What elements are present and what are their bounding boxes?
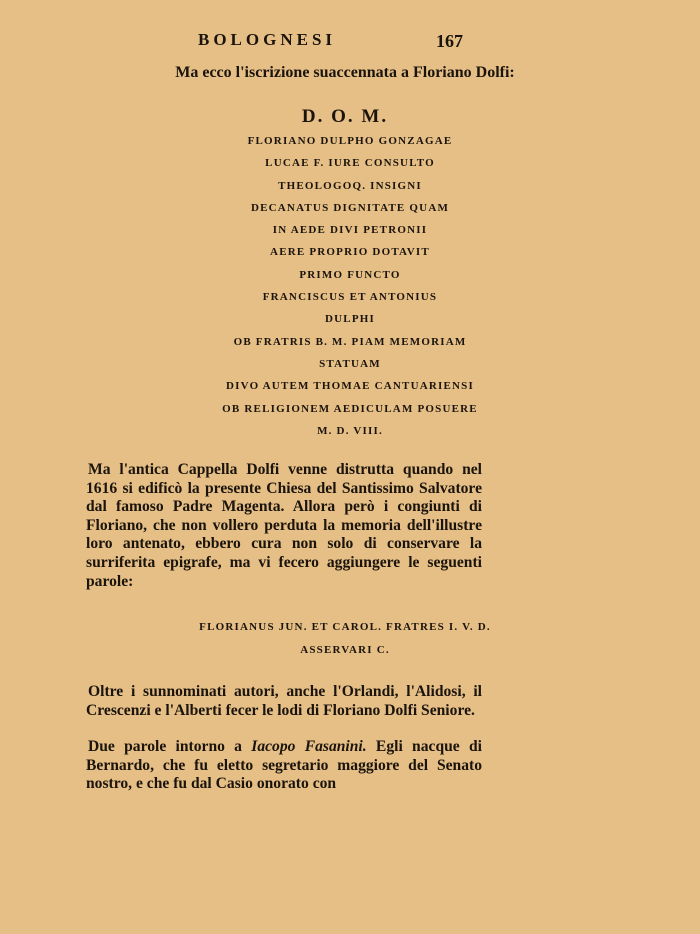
paragraph-fasanini-start: Due parole intorno a	[88, 738, 252, 755]
inscription-heading: D. O. M.	[301, 106, 389, 127]
inscription-line: DECANATUS DIGNITATE QUAM	[250, 201, 450, 214]
running-title: BOLOGNESI	[198, 30, 337, 49]
running-head	[0, 30, 700, 54]
inscription-addendum-line: FLORIANUS JUN. ET CAROL. FRATRES I. V. D.	[199, 621, 491, 633]
person-name-fasanini: Iacopo Fasanini.	[251, 738, 367, 755]
inscription-line: FLORIANO DULPHO GONZAGAE	[247, 135, 453, 147]
inscription-line: FRANCISCUS ET ANTONIUS	[262, 291, 438, 304]
inscription-line: LUCAE F. IURE CONSULTO	[265, 157, 435, 170]
inscription-line: AERE PROPRIO DOTAVIT	[270, 246, 430, 259]
inscription-line: STATUAM	[319, 357, 381, 370]
inscription-block	[0, 104, 700, 442]
inscription-line: IN AEDE DIVI PETRONII	[272, 224, 428, 237]
paragraph-cappella: Ma l'antica Cappella Dolfi venne distrutta quando nel 1616 si edificò la presente Chiesa del Santissimo Salvatore dal famoso Padre Magenta. Allora però i congiunti di Floriano, che non vollero perduta la memoria dell'illustre loro antenato, ebbero cura non solo di conservare la surriferita epigrafe, ma vi fecero aggiungere le seguenti parole:	[86, 461, 482, 590]
inscription-line: THEOLOGOQ. INSIGNI	[278, 179, 422, 192]
paragraph-fasanini	[86, 738, 482, 794]
paragraph-autori: Oltre i sunnominati autori, anche l'Orlandi, l'Alidosi, il Crescenzi e l'Alberti fecer le lodi di Floriano Dolfi Seniore.	[86, 683, 482, 719]
paragraph-fasanini-rest: Egli nacque di Bernardo, che fu eletto segretario maggiore del Senato nostro, e che fu dal Casio onorato con	[86, 738, 482, 793]
inscription-line: DIVO AUTEM THOMAE CANTUARIENSI	[226, 380, 474, 393]
intro-line: Ma ecco l'iscrizione suaccennata a Floriano Dolfi:	[175, 64, 515, 81]
inscription-addendum-line: ASSERVARI C.	[300, 644, 390, 656]
inscription-line: M. D. VIII.	[317, 424, 383, 437]
inscription-line: PRIMO FUNCTO	[299, 268, 401, 281]
inscription-addendum	[0, 616, 700, 662]
inscription-line: OB RELIGIONEM AEDICULAM POSUERE	[222, 402, 478, 415]
page-number: 167	[436, 31, 463, 51]
inscription-line: DULPHI	[325, 313, 375, 326]
inscription-line: OB FRATRIS B. M. PIAM MEMORIAM	[233, 335, 467, 348]
